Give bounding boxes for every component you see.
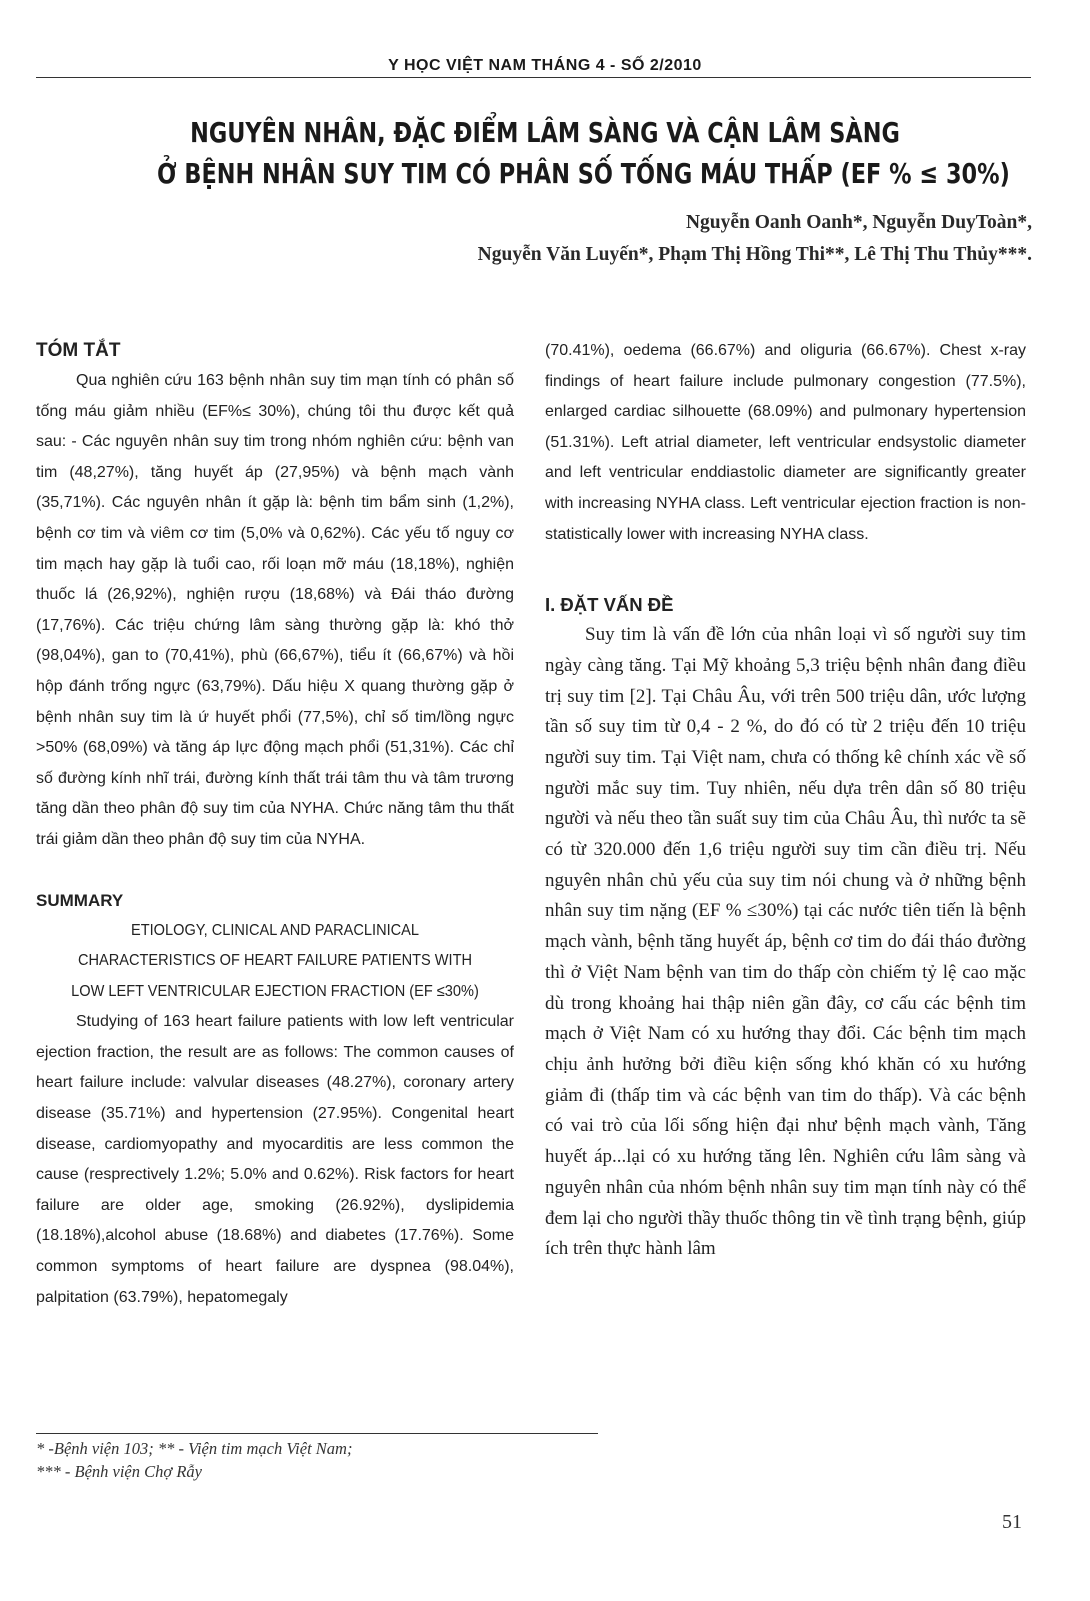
intro-heading: I. ĐẶT VẤN ĐỀ bbox=[545, 594, 674, 616]
footnote-line-2: *** - Bệnh viện Chợ Rẫy bbox=[36, 1462, 202, 1481]
summary-title-line-1: ETIOLOGY, CLINICAL AND PARACLINICAL bbox=[131, 921, 419, 939]
author-list bbox=[478, 207, 1032, 271]
summary-text-part-2: (70.41%), oedema (66.67%) and oliguria (66.67%). Chest x-ray findings of heart failure include pulmonary congestion (77.5%), enlarged cardiac silhouette (68.09%) and pulmonary hypertension (51.31%). Left atrial diameter, left ventricular endsystolic diameter and left ventricular enddiastolic diameter are significantly greater with increasing NYHA class. Left ventricular ejection fraction is non- statistically lower with increasing NYHA class. bbox=[545, 342, 1026, 543]
footnote-line-1: * -Bệnh viện 103; ** - Viện tim mạch Việt Nam; bbox=[36, 1439, 353, 1458]
summary-text-part-1: Studying of 163 heart failure patients with low left ventricular ejection fraction, the result are as follows: The common causes of heart failure include: valvular diseases (48.27%), coronary artery disease (35.71%) and hypertension (27.95%). Congenital heart disease, cardiomyopathy and myocarditis are less common the cause (resprectively 1.2%; 5.0% and 0.62%). Risk factors for heart failure are older age, smoking (26.92%), dyslipidemia (18.18%),alcohol abuse (18.68%) and diabetes (17.76%). Some common symptoms of heart failure are dyspnea (98.04%), palpitation (63.79%), hepatomegaly bbox=[36, 1013, 514, 1306]
intro-text: Suy tim là vấn đề lớn của nhân loại vì số người suy tim ngày càng tăng. Tại Mỹ khoảng 5,3 triệu bệnh nhân đang điều trị suy tim [2]. Tại Châu Âu, với trên 500 triệu dân, ước lượng tần số suy tim từ 0,4 - 2 %, do đó có từ 2 triệu đến 10 triệu người suy tim. Tại Việt nam, chưa có thống kê chính xác về số người mắc suy tim. Tuy nhiên, nếu dựa trên dân số 80 triệu người và nếu theo tần suất suy tim của Châu Âu, thì nước ta sẽ có từ 320.000 đến 1,6 triệu người suy tim cần điều trị. Nếu nguyên nhân chủ yếu của suy tim nói chung và ở những bệnh nhân suy tim nặng (EF % ≤30%) tại các nước tiên tiến là bệnh mạch vành, bệnh tăng huyết áp, bệnh cơ tim do đái tháo đường thì ở Việt Nam bệnh van tim do thấp còn chiếm tỷ lệ cao mặc dù trong khoảng hai thập niên gần đây, cơ cấu các bệnh tim mạch ở Việt Nam có xu hướng thay đổi. Các bệnh tim mạch chịu ảnh hưởng bởi điều kiện sống khó khăn có xu hướng giảm đi (thấp tim và các bệnh van tim do thấp). Và các bệnh có vai trò của lối sống hiện đại như bệnh mạch vành, Tăng huyết áp...lại có xu hướng tăng lên. Nghiên cứu lâm sàng và nguyên nhân của nhóm bệnh nhân suy tim mạn tính này có thể đem lại cho người thầy thuốc thông tin về tình trạng bệnh, giúp ích trên thực hành lâm bbox=[545, 624, 1027, 1260]
journal-header: Y HỌC VIỆT NAM THÁNG 4 - SỐ 2/2010 bbox=[388, 57, 702, 74]
article-title bbox=[157, 112, 1010, 194]
article-title-line-2: Ở BỆNH NHÂN SUY TIM CÓ PHÂN SỐ TỐNG MÁU THẤP (EF % ≤ 30%) bbox=[157, 157, 1010, 190]
summary-title bbox=[50, 916, 499, 1008]
footnotes bbox=[36, 1437, 352, 1483]
abstract-vi-text: Qua nghiên cứu 163 bệnh nhân suy tim mạn tính có phân số tống máu giảm nhiều (EF%≤ 30%), chúng tôi thu được kết quả sau: - Các nguyên nhân suy tim trong nhóm nghiên cứu: bệnh van tim (48,27%), tăng huyết áp (27,95%) và bệnh mạch vành (35,71%). Các nguyên nhân ít gặp là: bệnh tim bẩm sinh (1,2%), bệnh cơ tim và viêm cơ tim (5,0% và 0,62%). Các yếu tố nguy cơ tim mạch hay gặp là tuổi cao, rối loạn mỡ máu (18,18%), nghiện thuốc lá (26,92%), nghiện rượu (18,68%) và Đái tháo đường (17,76%). Các triệu chứng lâm sàng thường gặp là: khó thở (98,04%), gan to (70,41%), phù (66,67%), tiểu ít (66,67%) và hồi hộp đánh trống ngực (63,79%). Dấu hiệu X quang thường gặp ở bệnh nhân suy tim là ứ huyết phổi (77,5%), chỉ số tim/lồng ngực >50% (68,09%) và tăng áp lực động mạch phổi (51,31%). Các chỉ số đường kính nhĩ trái, đường kính thất trái tâm thu và tâm trương tăng dần theo phân độ suy tim của NYHA. Chức năng tâm thu thất trái giảm dần theo phân độ suy tim của NYHA. bbox=[36, 372, 514, 848]
article-title-line-1: NGUYÊN NHÂN, ĐẶC ĐIỂM LÂM SÀNG VÀ CẬN LÂM SÀNG bbox=[190, 116, 900, 149]
summary-section bbox=[36, 886, 514, 1314]
summary-heading: SUMMARY bbox=[36, 890, 124, 910]
header-rule bbox=[36, 77, 1031, 78]
abstract-vi-heading: TÓM TẮT bbox=[36, 340, 121, 361]
footnote-rule bbox=[36, 1433, 598, 1434]
author-line-1: Nguyễn Oanh Oanh*, Nguyễn DuyToàn*, bbox=[685, 212, 1032, 233]
left-column bbox=[36, 336, 514, 1313]
author-line-2: Nguyễn Văn Luyến*, Phạm Thị Hồng Thi**, Lê Thị Thu Thủy***. bbox=[477, 244, 1032, 265]
page-number: 51 bbox=[1002, 1511, 1022, 1533]
summary-title-line-2: CHARACTERISTICS OF HEART FAILURE PATIENTS WITH bbox=[78, 952, 472, 970]
summary-title-line-3: LOW LEFT VENTRICULAR EJECTION FRACTION (EF ≤30%) bbox=[71, 982, 479, 1000]
right-column bbox=[545, 336, 1026, 1265]
